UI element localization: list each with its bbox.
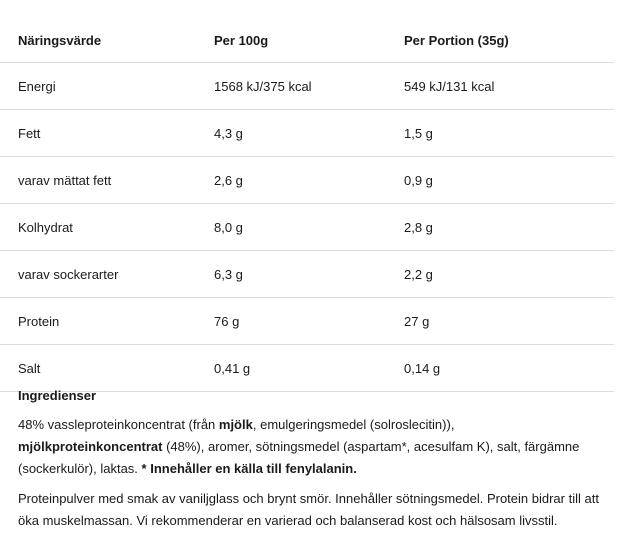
row-label: varav sockerarter [0, 251, 214, 298]
row-label: Protein [0, 298, 214, 345]
row-label: Salt [0, 345, 214, 392]
row-label: varav mättat fett [0, 157, 214, 204]
allergen-milk: mjölk [218, 417, 253, 432]
ingredients-text-part: (48%), aromer, sötningsmedel (aspartam*, acesulfam K), salt, färgämne (sockerkulör), laktas. [18, 439, 580, 476]
row-per-100g: 76 g [214, 298, 404, 345]
phenylalanine-warning: * Innehåller en källa till fenylalanin. [141, 461, 357, 476]
table-row [0, 63, 614, 110]
ingredients-text-part: 48% vassleproteinkoncentrat (från [18, 417, 219, 432]
row-per-portion: 0,9 g [404, 157, 614, 204]
ingredients-text [18, 414, 614, 480]
header-per-100g: Per 100g [214, 18, 404, 63]
row-per-100g: 4,3 g [214, 110, 404, 157]
nutrition-table [0, 18, 614, 392]
row-per-100g: 1568 kJ/375 kcal [214, 63, 404, 110]
row-label: Kolhydrat [0, 204, 214, 251]
row-per-portion: 549 kJ/131 kcal [404, 63, 614, 110]
row-per-portion: 2,8 g [404, 204, 614, 251]
header-per-portion: Per Portion (35g) [404, 18, 614, 63]
row-label: Energi [0, 63, 214, 110]
row-per-portion: 0,14 g [404, 345, 614, 392]
table-header-row [0, 18, 614, 63]
header-nutrient: Näringsvärde [0, 18, 214, 63]
table-row [0, 251, 614, 298]
ingredients-title: Ingredienser [18, 388, 97, 403]
row-per-portion: 27 g [404, 298, 614, 345]
table-row [0, 345, 614, 392]
table-row [0, 298, 614, 345]
row-per-100g: 0,41 g [214, 345, 404, 392]
ingredients-text-part: , emulgeringsmedel (solroslecitin)), [252, 417, 455, 432]
row-per-portion: 2,2 g [404, 251, 614, 298]
table-row [0, 110, 614, 157]
row-per-100g: 8,0 g [214, 204, 404, 251]
row-per-100g: 6,3 g [214, 251, 404, 298]
row-label: Fett [0, 110, 214, 157]
allergen-milk-protein: mjölkproteinkoncentrat [18, 439, 163, 454]
table-row [0, 157, 614, 204]
product-description: Proteinpulver med smak av vaniljglass och brynt smör. Innehåller sötningsmedel. Protein bidrar till att öka muskelmassan. Vi rekommenderar en varierad och balanserad kost och hälsosam livsstil. [18, 491, 599, 528]
row-per-100g: 2,6 g [214, 157, 404, 204]
row-per-portion: 1,5 g [404, 110, 614, 157]
ingredients-section [18, 386, 614, 532]
table-row [0, 204, 614, 251]
